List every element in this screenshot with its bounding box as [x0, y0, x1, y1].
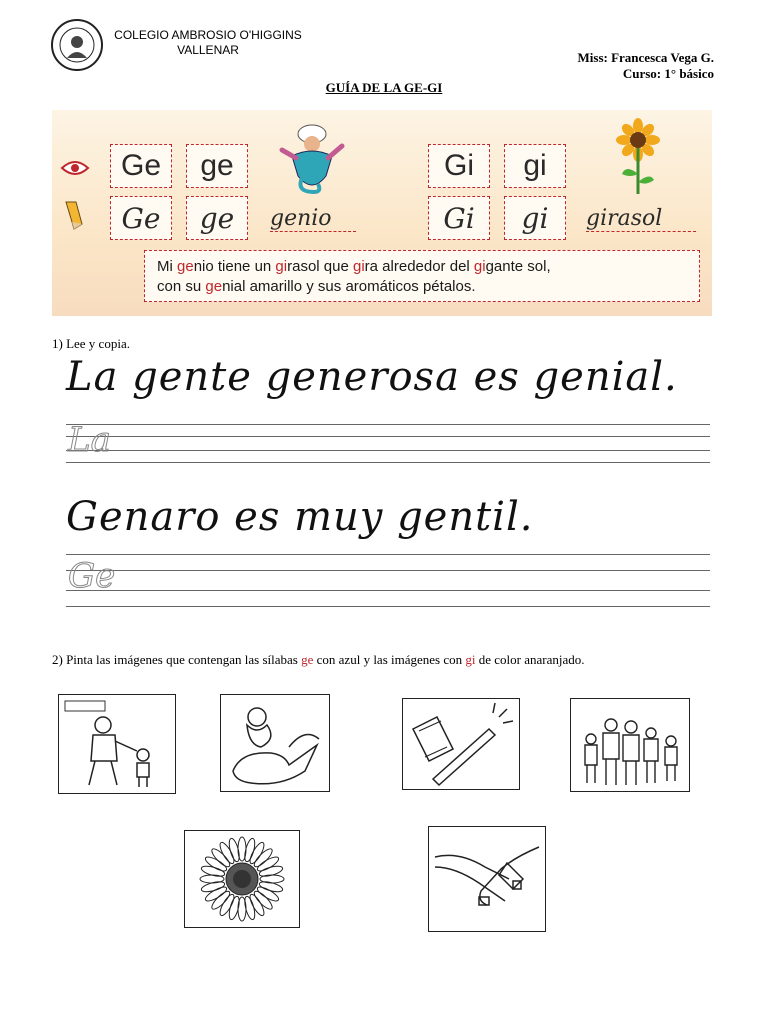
- sentence-text: Mi: [157, 258, 177, 275]
- trace-word-1: La: [68, 420, 111, 460]
- page-title: GUÍA DE LA GE-GI: [325, 80, 443, 95]
- picture-family[interactable]: [570, 698, 690, 792]
- school-city-text: VALLENAR: [177, 43, 239, 57]
- genie-picture: [262, 116, 362, 201]
- card-Gi-print: Gi: [428, 144, 490, 188]
- sentence-syllable: gi: [473, 258, 486, 275]
- card-ge-print: ge: [186, 144, 248, 188]
- syllable-gi: gi: [465, 652, 476, 667]
- school-seal-icon: [50, 18, 104, 72]
- exercise2-text: con azul y las imágenes con: [313, 652, 466, 667]
- word-girasol: girasol: [586, 206, 696, 232]
- picture-genie-lamp[interactable]: [220, 694, 330, 792]
- writing-lines-2[interactable]: [66, 554, 710, 614]
- syllable-ge: ge: [301, 652, 314, 667]
- sentence-syllable: ge: [205, 278, 223, 295]
- sentence-text: gante sol,: [485, 258, 551, 275]
- trace-word-2: Ge: [68, 556, 116, 596]
- picture-hands-handshake[interactable]: [428, 826, 546, 932]
- teacher-info: [578, 50, 714, 82]
- sentence-text: con su: [157, 278, 206, 295]
- sentence-syllable: gi: [352, 258, 365, 275]
- card-gi-print: gi: [504, 144, 566, 188]
- pencil-icon: [62, 200, 86, 235]
- sentence-syllable: gi: [275, 258, 288, 275]
- picture-father-son[interactable]: [58, 694, 176, 794]
- model-sentence-2: Genaro es muy gentil.: [66, 494, 534, 540]
- exercise2-text: de color anaranjado.: [475, 652, 585, 667]
- course-name: Curso: 1° básico: [622, 66, 714, 81]
- card-Gi-script: Gi: [428, 196, 490, 240]
- sunflower-picture: [608, 118, 668, 203]
- model-sentence-1: La gente generosa es genial.: [66, 354, 678, 400]
- sentence-text: nial amarillo y sus aromáticos pétalos.: [222, 278, 476, 295]
- card-ge-script: ge: [186, 196, 248, 240]
- sentence-text: nio tiene un: [193, 258, 276, 275]
- exercise2-label: [52, 652, 585, 668]
- sentence-syllable: ge: [177, 258, 194, 275]
- card-Ge-print: Ge: [110, 144, 172, 188]
- writing-lines-1[interactable]: [66, 424, 710, 474]
- exercise1-label: 1) Lee y copia.: [52, 336, 130, 351]
- card-gi-script: gi: [504, 196, 566, 240]
- word-genio: genio: [270, 206, 356, 232]
- eye-icon: [60, 158, 90, 183]
- teacher-name: Miss: Francesca Vega G.: [577, 50, 714, 65]
- exercise2-text: 2) Pinta las imágenes que contengan las sílabas: [52, 652, 302, 667]
- school-name: [110, 28, 306, 58]
- school-name-text: COLEGIO AMBROSIO O'HIGGINS: [114, 28, 302, 42]
- picture-magic-wand[interactable]: [402, 698, 520, 790]
- card-Ge-script: Ge: [110, 196, 172, 240]
- banner-sentence: [144, 250, 700, 302]
- picture-sunflower[interactable]: [184, 830, 300, 928]
- sentence-text: ra alrededor del: [364, 258, 474, 275]
- syllable-banner: [52, 110, 712, 316]
- sentence-text: rasol que: [287, 258, 353, 275]
